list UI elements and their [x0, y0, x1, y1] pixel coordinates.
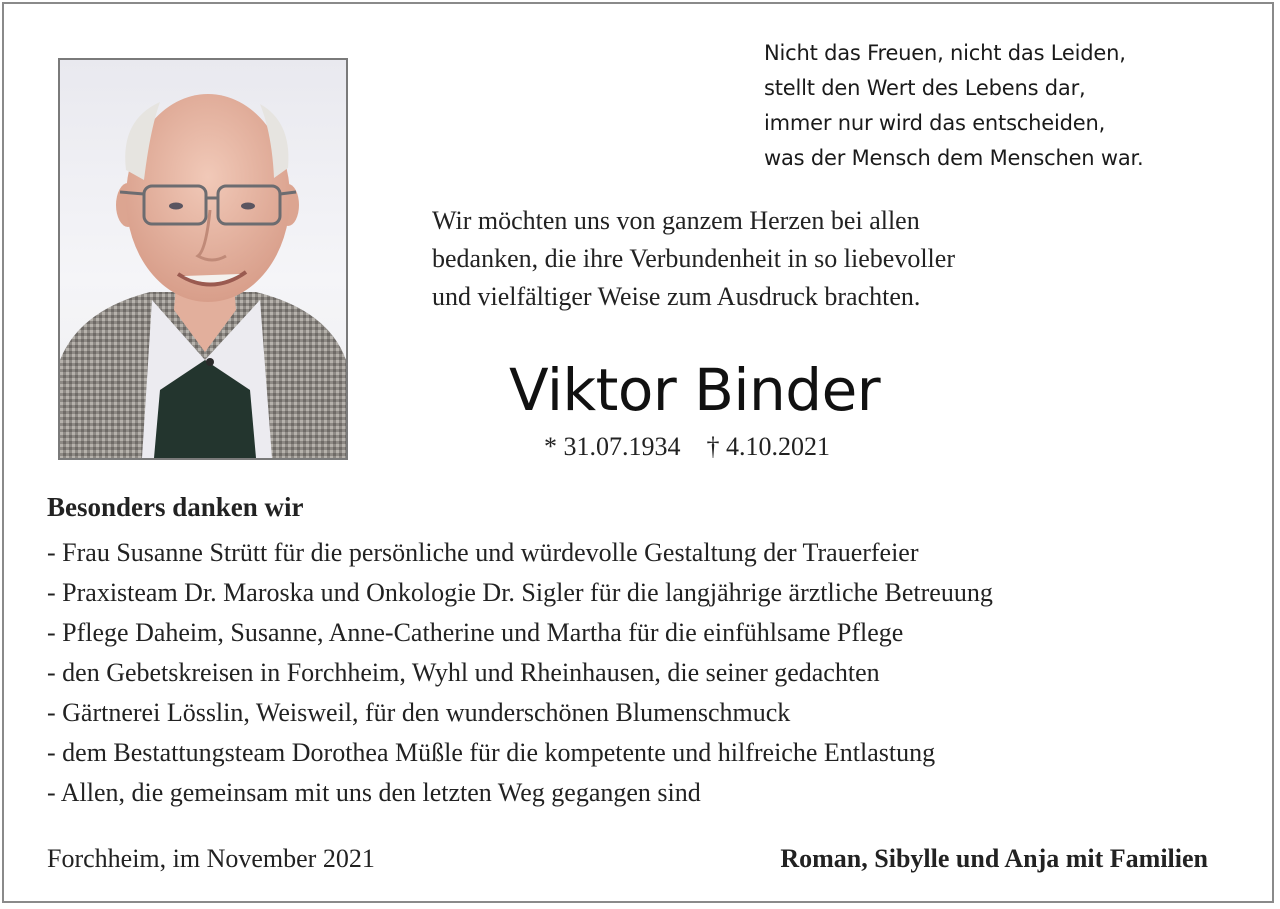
- list-item: - Allen, die gemeinsam mit uns den letzten Weg gegangen sind: [47, 778, 701, 807]
- poem-line: immer nur wird das entscheiden,: [764, 111, 1106, 135]
- poem: [764, 36, 1144, 176]
- poem-line: Nicht das Freuen, nicht das Leiden,: [764, 41, 1126, 65]
- portrait-photo: [58, 58, 348, 460]
- notice-frame: [2, 2, 1274, 903]
- thanks-intro: [432, 202, 955, 316]
- intro-line: Wir möchten uns von ganzem Herzen bei allen: [432, 206, 920, 235]
- list-item: - Pflege Daheim, Susanne, Anne-Catherine und Martha für die einfühlsame Pflege: [47, 618, 904, 647]
- poem-line: stellt den Wert des Lebens dar,: [764, 76, 1086, 100]
- life-dates: [544, 432, 830, 462]
- birth-date: * 31.07.1934: [544, 432, 681, 461]
- death-date: † 4.10.2021: [706, 432, 830, 461]
- list-item: - Gärtnerei Lösslin, Weisweil, für den wunderschönen Blumenschmuck: [47, 698, 791, 727]
- place-date: Forchheim, im November 2021: [47, 844, 375, 873]
- special-thanks-list: [47, 533, 993, 813]
- poem-line: was der Mensch dem Menschen war.: [764, 146, 1144, 170]
- signature: Roman, Sibylle und Anja mit Familien: [780, 844, 1208, 873]
- list-item: - dem Bestattungsteam Dorothea Müßle für die kompetente und hilfreiche Entlastung: [47, 738, 936, 767]
- list-item: - den Gebetskreisen in Forchheim, Wyhl und Rheinhausen, die seiner gedachten: [47, 658, 880, 687]
- special-thanks-heading: Besonders danken wir: [47, 492, 304, 522]
- deceased-name: Viktor Binder: [509, 356, 881, 424]
- list-item: - Praxisteam Dr. Maroska und Onkologie Dr. Sigler für die langjährige ärztliche Betreuung: [47, 578, 993, 607]
- portrait-illustration: [60, 60, 346, 458]
- list-item: - Frau Susanne Strütt für die persönliche und würdevolle Gestaltung der Trauerfeier: [47, 538, 919, 567]
- intro-line: bedanken, die ihre Verbundenheit in so liebevoller: [432, 244, 955, 273]
- intro-line: und vielfältiger Weise zum Ausdruck brachten.: [432, 282, 921, 311]
